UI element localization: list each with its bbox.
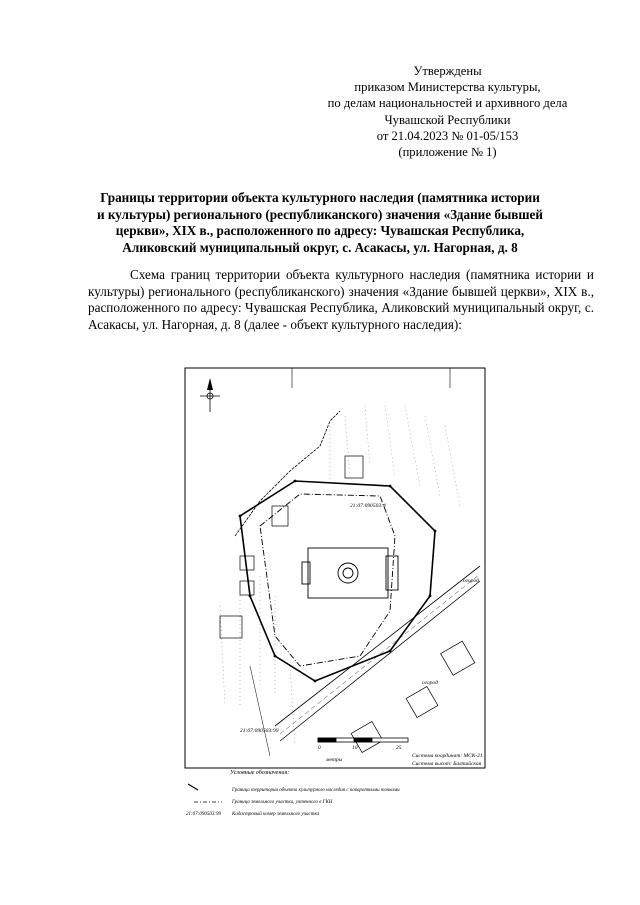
scale-label: 10 — [352, 745, 358, 751]
road-edge — [280, 581, 480, 741]
approval-line: приказом Министерства культуры, — [354, 80, 541, 95]
legend-item: Кадастровый номер земельного участка — [232, 812, 320, 817]
approval-line: по делам национальностей и архивного дела — [327, 96, 568, 111]
scale-label: 25 — [396, 745, 402, 751]
territory-boundary — [240, 481, 435, 681]
land-plot-boundary — [260, 494, 395, 666]
legend-code: 21:07:090503:99 — [186, 812, 221, 817]
scale-bar — [318, 738, 408, 742]
approval-line: Утверждены — [413, 64, 482, 78]
scale-label: 0 — [318, 745, 321, 751]
road-label: огород — [463, 578, 479, 584]
cadastral-number-label: 21:07:090503:99 — [240, 728, 279, 734]
approval-line: Чувашской Республики — [384, 112, 511, 127]
scale-unit: метры — [326, 757, 343, 763]
scheme-description: Схема границ территории объекта культурного наследия (памятника истории и культуры) регионального (республиканского) значения «Здание бывшей церкви», XIX в., расположенного по адресу: Чувашская Республика, Аликовский муниципальный округ, с. Асакасы, ул. Нагорная, д. 8 (далее - объект культурного наследия): — [88, 267, 594, 332]
church-building — [302, 548, 398, 598]
approval-block — [320, 63, 575, 160]
road-edge — [275, 566, 480, 726]
map-frame — [185, 368, 485, 768]
approval-line: от 21.04.2023 № 01-05/153 — [376, 128, 519, 143]
north-arrow-icon — [200, 378, 220, 412]
road-label: огород — [422, 680, 438, 686]
legend-title: Условные обозначения: — [230, 770, 290, 776]
coord-system: Система координат: МСК-21 — [412, 753, 483, 759]
height-system: Система высот: Балтийская — [412, 761, 482, 767]
approval-line: (приложение № 1) — [398, 145, 497, 160]
document-title: Границы территории объекта культурного наследия (памятника истории и культуры) регионального (республиканского) значения «Здание бывшей церкви», XIX в., расположенного по адресу: Чувашская Республика, Аликовский муниципальный округ, с. Асакасы, ул. Нагорная, д. 8 — [96, 190, 544, 255]
legend-item: Граница земельного участка, учтенного в ГКН — [232, 800, 333, 805]
cadastral-number-label: 21:07:090503:4 — [350, 503, 386, 509]
legend-item: Граница территории объекта культурного наследия с поворотными точками — [232, 788, 400, 793]
